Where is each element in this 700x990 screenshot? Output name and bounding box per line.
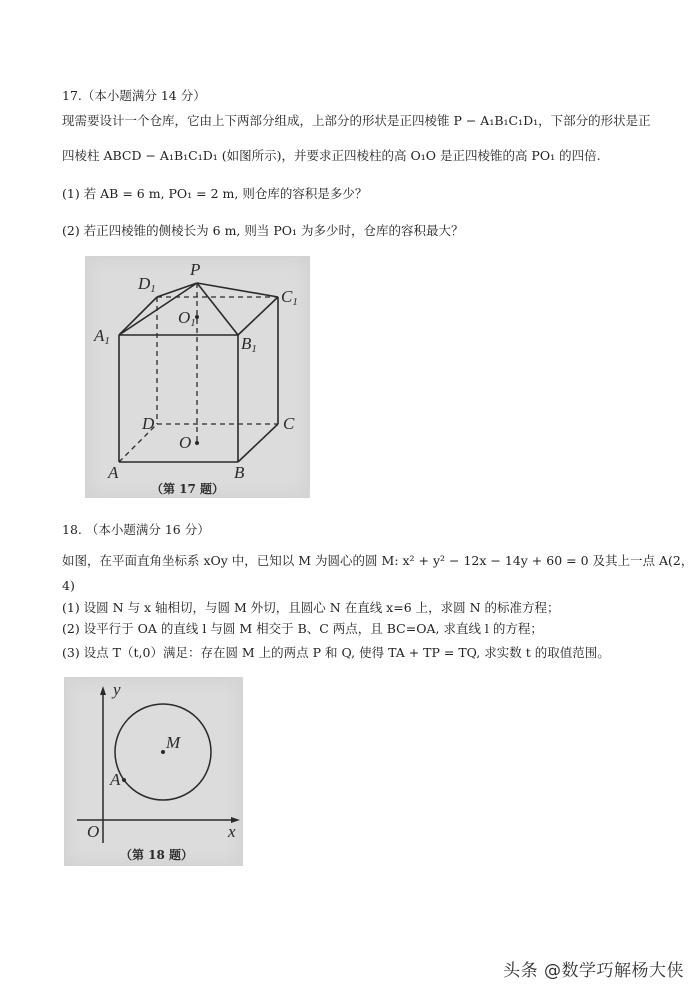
edge-B1C1 [238,297,278,335]
label-C: C [283,414,295,433]
q18-part-1: (1) 设圆 N 与 x 轴相切，与圆 M 外切，且圆心 N 在直线 x=6 上，求圆 N 的标准方程； [62,600,560,615]
q18-part-3: (3) 设点 T（t,0）满足：存在圆 M 上的两点 P 和 Q, 使得 TA + TP = TQ, 求实数 t 的取值范围。 [62,645,610,660]
q17-part-1: (1) 若 AB = 6 m, PO₁ = 2 m, 则仓库的容积是多少？ [62,186,368,201]
q17-intro-line-2: 四棱柱 ABCD − A₁B₁C₁D₁ (如图所示)，并要求正四棱柱的高 O₁O 是正四棱锥的高 PO₁ 的四倍. [62,148,601,163]
edge-PC1 [197,283,278,297]
y-axis-arrow-icon [100,686,106,695]
label-O: O [87,822,100,841]
label-A: A [108,463,119,482]
point-A [122,778,126,782]
q18-intro-line-2: 4) [62,578,75,593]
edge-BC [238,424,278,462]
label-C1: C1 [281,287,298,308]
label-x: x [228,822,236,841]
edge-PB1 [197,283,238,335]
prism-pyramid-diagram [86,257,309,497]
label-y: y [113,680,121,699]
figure-17-caption: （第 17 题） [151,482,225,496]
label-D: D [142,414,155,433]
q17-part-2: (2) 若正四棱锥的侧棱长为 6 m, 则当 PO₁ 为多少时，仓库的容积最大？ [62,223,464,238]
coordinate-circle-diagram [65,678,242,865]
point-M [161,750,165,754]
edge-A1D1 [119,297,157,335]
label-D1: D1 [138,274,156,295]
q18-intro-line-1: 如图，在平面直角坐标系 xOy 中，已知以 M 为圆心的圆 M: x² + y² − 12x − 14y + 60 = 0 及其上一点 A(2， [62,553,694,568]
point-O [195,441,199,445]
label-B1: B1 [241,334,257,355]
q17-header: 17.（本小题满分 14 分） [62,88,206,103]
label-O: O [179,433,192,452]
edge-PD1 [157,283,197,297]
label-A1: A1 [94,326,110,347]
label-O1: O1 [178,308,196,329]
figure-18-caption: （第 18 题） [120,848,194,862]
label-B: B [234,463,245,482]
q17-figure [85,256,310,498]
label-P: P [190,260,201,279]
label-M: M [166,733,181,752]
q18-figure [64,677,243,866]
watermark: 头条 @数学巧解杨大侠 [503,961,684,981]
q18-header: 18. （本小题满分 16 分） [62,522,210,537]
q17-intro-line-1: 现需要设计一个仓库，它由上下两部分组成，上部分的形状是正四棱锥 P − A₁B₁C₁D₁，下部分的形状是正 [62,113,651,128]
label-A: A [110,770,121,789]
q18-part-2: (2) 设平行于 OA 的直线 l 与圆 M 相交于 B、C 两点，且 BC=OA, 求直线 l 的方程； [62,621,543,636]
